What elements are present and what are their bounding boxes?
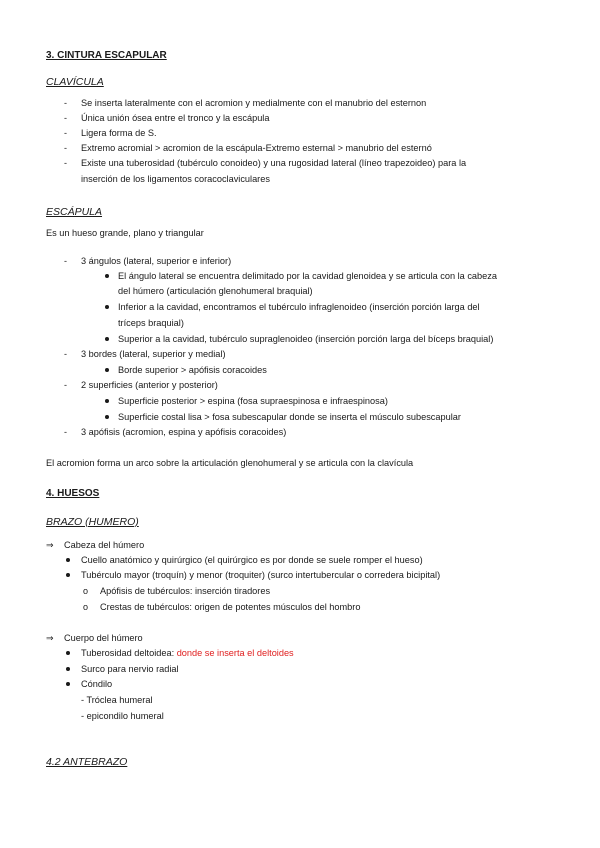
bullet-dot (66, 667, 70, 671)
bullet-dot (105, 305, 109, 309)
bullet-dot (105, 337, 109, 341)
cabeza-sub-item: Crestas de tubérculos: origen de potentes músculos del hombro (100, 602, 361, 612)
escapula-superficies: 2 superficies (anterior y posterior) (81, 380, 218, 390)
angulo-inferior-continued: tríceps braquial) (118, 318, 184, 328)
bullet-dot (105, 415, 109, 419)
condilo: Cóndilo (81, 679, 113, 689)
escapula-angulos: 3 ángulos (lateral, superior e inferior) (81, 256, 232, 266)
dash-marker: - (64, 427, 67, 437)
condilo-sub-item: - epicondilo humeral (81, 711, 164, 721)
dash-marker: - (64, 158, 67, 168)
condilo-sub-item: - Tróclea humeral (81, 695, 153, 705)
section-4-heading: 4. HUESOS (46, 488, 100, 499)
superficie-posterior: Superficie posterior > espina (fosa supraespinosa e infraespinosa) (118, 396, 388, 406)
clavicula-item: Existe una tuberosidad (tubérculo conoideo) y una rugosidad lateral (líneo trapezoideo) para la (81, 158, 467, 168)
angulo-inferior: Inferior a la cavidad, encontramos el tubérculo infraglenoideo (inserción porción larga del (118, 302, 480, 312)
cuerpo-humero: Cuerpo del húmero (64, 633, 143, 643)
escapula-intro: Es un hueso grande, plano y triangular (46, 228, 204, 238)
borde-superior: Borde superior > apófisis coracoides (118, 365, 267, 375)
cabeza-humero: Cabeza del húmero (64, 540, 145, 550)
tuberosidad-highlight: donde se inserta el deltoides (176, 648, 294, 658)
tuberosidad-deltoidea (81, 647, 294, 659)
superficie-costal: Superficie costal lisa > fosa subescapular donde se inserta el músculo subescapular (118, 412, 461, 422)
angulo-lateral-continued: del húmero (articulación glenohumeral braquial) (118, 286, 313, 296)
cabeza-item: Cuello anatómico y quirúrgico (el quirúrgico es por donde se suele romper el hueso) (81, 555, 423, 565)
escapula-title: ESCÁPULA (46, 206, 103, 218)
clavicula-item: Se inserta lateralmente con el acromion y medialmente con el manubrio del esternon (81, 98, 427, 108)
arrow-marker: ⇒ (46, 633, 54, 643)
surco-nervio-radial: Surco para nervio radial (81, 664, 179, 674)
dash-marker: - (64, 98, 67, 108)
bullet-dot (66, 573, 70, 577)
bullet-dot (66, 651, 70, 655)
section-3-heading: 3. CINTURA ESCAPULAR (46, 50, 167, 61)
dash-marker: - (64, 128, 67, 138)
cabeza-item: Tubérculo mayor (troquín) y menor (troquiter) (surco intertubercular o corredera bicipital) (81, 570, 441, 580)
clavicula-item: Única unión ósea entre el tronco y la escápula (81, 113, 270, 123)
escapula-bordes: 3 bordes (lateral, superior y medial) (81, 349, 226, 359)
dash-marker: - (64, 380, 67, 390)
tuberosidad-label: Tuberosidad deltoidea: (81, 648, 177, 658)
bullet-dot (66, 558, 70, 562)
angulo-lateral: El ángulo lateral se encuentra delimitado por la cavidad glenoidea y se articula con la cabeza (118, 271, 497, 281)
clavicula-title: CLAVÍCULA (46, 76, 104, 88)
dash-marker: - (64, 349, 67, 359)
bullet-dot (105, 399, 109, 403)
arrow-marker: ⇒ (46, 540, 54, 550)
circle-marker: o (83, 586, 89, 596)
clavicula-item: Ligera forma de S. (81, 128, 157, 138)
clavicula-item: Extremo acromial > acromion de la escápula-Extremo esternal > manubrio del esternó (81, 143, 432, 153)
escapula-apofisis: 3 apófisis (acromion, espina y apófisis coracoides) (81, 427, 287, 437)
bullet-dot (105, 274, 109, 278)
bullet-dot (66, 682, 70, 686)
brazo-title: BRAZO (HUMERO) (46, 516, 139, 528)
bullet-dot (105, 368, 109, 372)
dash-marker: - (64, 143, 67, 153)
clavicula-item-continued: inserción de los ligamentos coracoclaviculares (81, 174, 270, 184)
acromion-note: El acromion forma un arco sobre la articulación glenohumeral y se articula con la clavícula (46, 458, 414, 468)
circle-marker: o (83, 602, 89, 612)
cabeza-sub-item: Apófisis de tubérculos: inserción tiradores (100, 586, 271, 596)
antebrazo-title: 4.2 ANTEBRAZO (46, 756, 128, 768)
dash-marker: - (64, 113, 67, 123)
angulo-superior: Superior a la cavidad, tubérculo supraglenoideo (inserción porción larga del bíceps braquial) (118, 334, 494, 344)
dash-marker: - (64, 256, 67, 266)
